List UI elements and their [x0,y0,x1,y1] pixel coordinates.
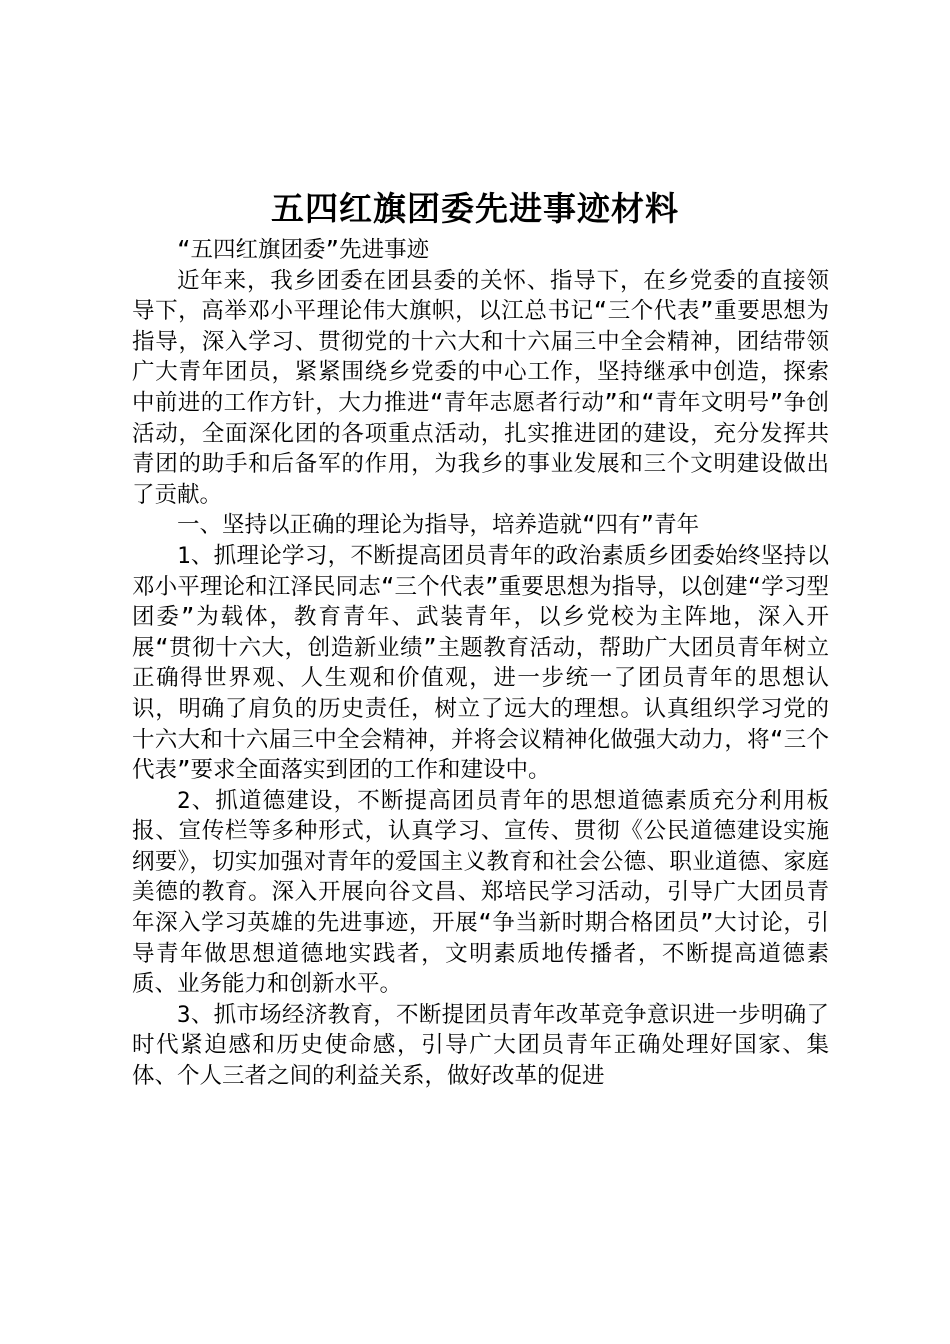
intro-paragraph: 近年来，我乡团委在团县委的关怀、指导下，在乡党委的直接领导下，高举邓小平理论伟大旗帜，以江总书记“三个代表”重要思想为指导，深入学习、贯彻党的十六大和十六届三中全会精神，团结带领广大青年团员，紧紧围绕乡党委的中心工作，坚持继承中创造，探索中前进的工作方针，大力推进“青年志愿者行动”和“青年文明号”争创活动，全面深化团的各项重点活动，扎实推进团的建设，充分发挥共青团的助手和后备军的作用，为我乡的事业发展和三个文明建设做出了贡献。 [132,267,829,508]
document-body [132,235,829,1092]
item-1-paragraph: 1、抓理论学习，不断提高团员青年的政治素质乡团委始终坚持以邓小平理论和江泽民同志“三个代表”重要思想为指导，以创建“学习型团委”为载体，教育青年、武装青年，以乡党校为主阵地，深入开展“贯彻十六大，创造新业绩”主题教育活动，帮助广大团员青年树立正确得世界观、人生观和价值观，进一步统一了团员青年的思想认识，明确了肩负的历史责任，树立了远大的理想。认真组织学习党的十六大和十六届三中全会精神，并将会议精神化做强大动力，将“三个代表”要求全面落实到团的工作和建设中。 [132,542,829,784]
document-title: 五四红旗团委先进事迹材料 [271,189,679,228]
item-2-paragraph: 2、抓道德建设，不断提高团员青年的思想道德素质充分利用板报、宣传栏等多种形式，认真学习、宣传、贯彻《公民道德建设实施纲要》，切实加强对青年的爱国主义教育和社会公德、职业道德、家庭美德的教育。深入开展向谷文昌、郑培民学习活动，引导广大团员青年深入学习英雄的先进事迹，开展“争当新时期合格团员”大讨论，引导青年做思想道德地实践者，文明素质地传播者，不断提高道德素质、业务能力和创新水平。 [132,787,829,998]
item-3-paragraph: 3、抓市场经济教育，不断提团员青年改革竞争意识进一步明确了时代紧迫感和历史使命感，引导广大团员青年正确处理好国家、集体、个人三者之间的利益关系，做好改革的促进 [132,1001,829,1090]
subtitle-paragraph: “五四红旗团委”先进事迹 [177,237,430,263]
section-heading: 一、坚持以正确的理论为指导，培养造就“四有”青年 [177,512,700,539]
